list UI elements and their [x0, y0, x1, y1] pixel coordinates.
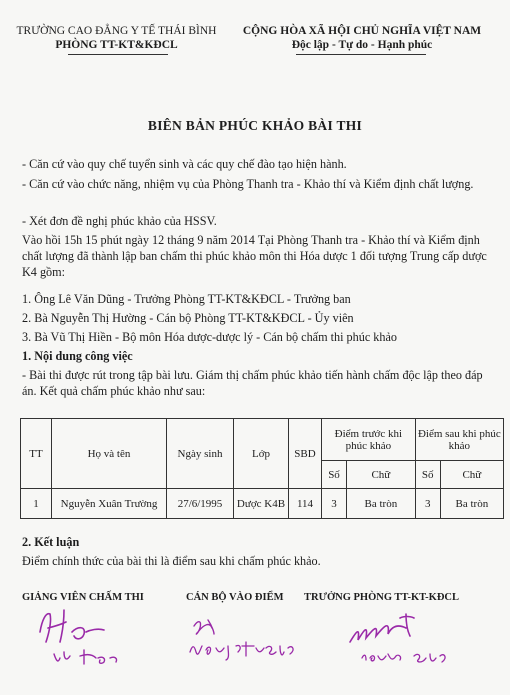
col-header-score-after: Điểm sau khi phúc khảo [415, 419, 503, 461]
header-left [14, 24, 219, 52]
cell-before-words: Ba tròn [347, 489, 416, 519]
col-header-before-number: Số [322, 461, 347, 489]
document-title: BIÊN BẢN PHÚC KHẢO BÀI THI [147, 118, 363, 133]
section-1-heading: 1. Nội dung công việc [22, 349, 133, 363]
cell-tt: 1 [21, 489, 52, 519]
republic-name: CỘNG HÒA XÃ HỘI CHỦ NGHĨA VIỆT NAM [242, 25, 482, 37]
signature-title-grader: GIẢNG VIÊN CHẤM THI [22, 592, 144, 603]
meeting-paragraph: Vào hồi 15h 15 phút ngày 12 tháng 9 năm 2014 Tại Phòng Thanh tra - Khảo thí và Kiểm định chất lượng đã thành lập ban chấm thi phúc khảo môn thi Hóa dược 1 đối tượng Trung cấp dược K4 gồm: [22, 233, 487, 279]
results-table [20, 418, 504, 519]
member-1: 1. Ông Lê Văn Dũng - Trưởng Phòng TT-KT&KĐCL - Trưởng ban [22, 292, 351, 306]
head-signature [340, 606, 480, 672]
col-header-name: Họ và tên [52, 419, 167, 489]
col-header-tt: TT [21, 419, 52, 489]
conclusion-paragraph: Điểm chính thức của bài thi là điểm sau khi chấm phúc khảo. [22, 554, 321, 568]
cell-after-number: 3 [415, 489, 440, 519]
section-2-heading: 2. Kết luận [22, 535, 80, 549]
table-row [21, 489, 504, 519]
col-header-after-number: Số [415, 461, 440, 489]
school-name: TRƯỜNG CAO ĐẲNG Y TẾ THÁI BÌNH [16, 25, 217, 37]
cell-name: Nguyễn Xuân Trường [52, 489, 167, 519]
procedure-paragraph: - Bài thi được rút trong tập bài lưu. Giám thị chấm phúc khảo tiến hành chấm độc lập theo đáp án. Kết quả chấm phúc khảo như sau: [22, 368, 483, 398]
col-header-dob: Ngày sinh [167, 419, 234, 489]
basis-paragraph-1: - Căn cứ vào quy chế tuyển sinh và các quy chế đào tạo hiện hành. [22, 157, 347, 171]
recorder-signature [180, 612, 310, 672]
basis-paragraph-3: - Xét đơn đề nghị phúc khảo của HSSV. [22, 214, 217, 228]
col-header-class: Lớp [234, 419, 289, 489]
basis-paragraph-2: - Căn cứ vào chức năng, nhiệm vụ của Phòng Thanh tra - Khảo thí và Kiểm định chất lượng. [22, 177, 474, 191]
cell-sbd: 114 [289, 489, 322, 519]
col-header-score-before: Điểm trước khi phúc khảo [322, 419, 416, 461]
cell-after-words: Ba tròn [440, 489, 503, 519]
header-right-underline [296, 54, 426, 55]
signature-title-recorder: CÁN BỘ VÀO ĐIỂM [186, 592, 284, 603]
header-left-underline [68, 54, 168, 55]
member-3: 3. Bà Vũ Thị Hiền - Bộ môn Hóa dược-dược lý - Cán bộ chấm thi phúc khảo [22, 330, 397, 344]
col-header-after-words: Chữ [440, 461, 503, 489]
signature-title-head: TRƯỞNG PHÒNG TT-KT-KĐCL [304, 592, 459, 603]
cell-dob: 27/6/1995 [167, 489, 234, 519]
col-header-before-words: Chữ [347, 461, 416, 489]
cell-class: Dược K4B [234, 489, 289, 519]
member-2: 2. Bà Nguyễn Thị Hường - Cán bộ Phòng TT-KT&KĐCL - Ủy viên [22, 311, 354, 325]
department-name: PHÒNG TT-KT&KĐCL [55, 39, 178, 51]
cell-before-number: 3 [322, 489, 347, 519]
col-header-sbd: SBD [289, 419, 322, 489]
header-right [222, 24, 502, 52]
national-motto: Độc lập - Tự do - Hạnh phúc [291, 39, 433, 51]
grader-signature [28, 602, 148, 672]
